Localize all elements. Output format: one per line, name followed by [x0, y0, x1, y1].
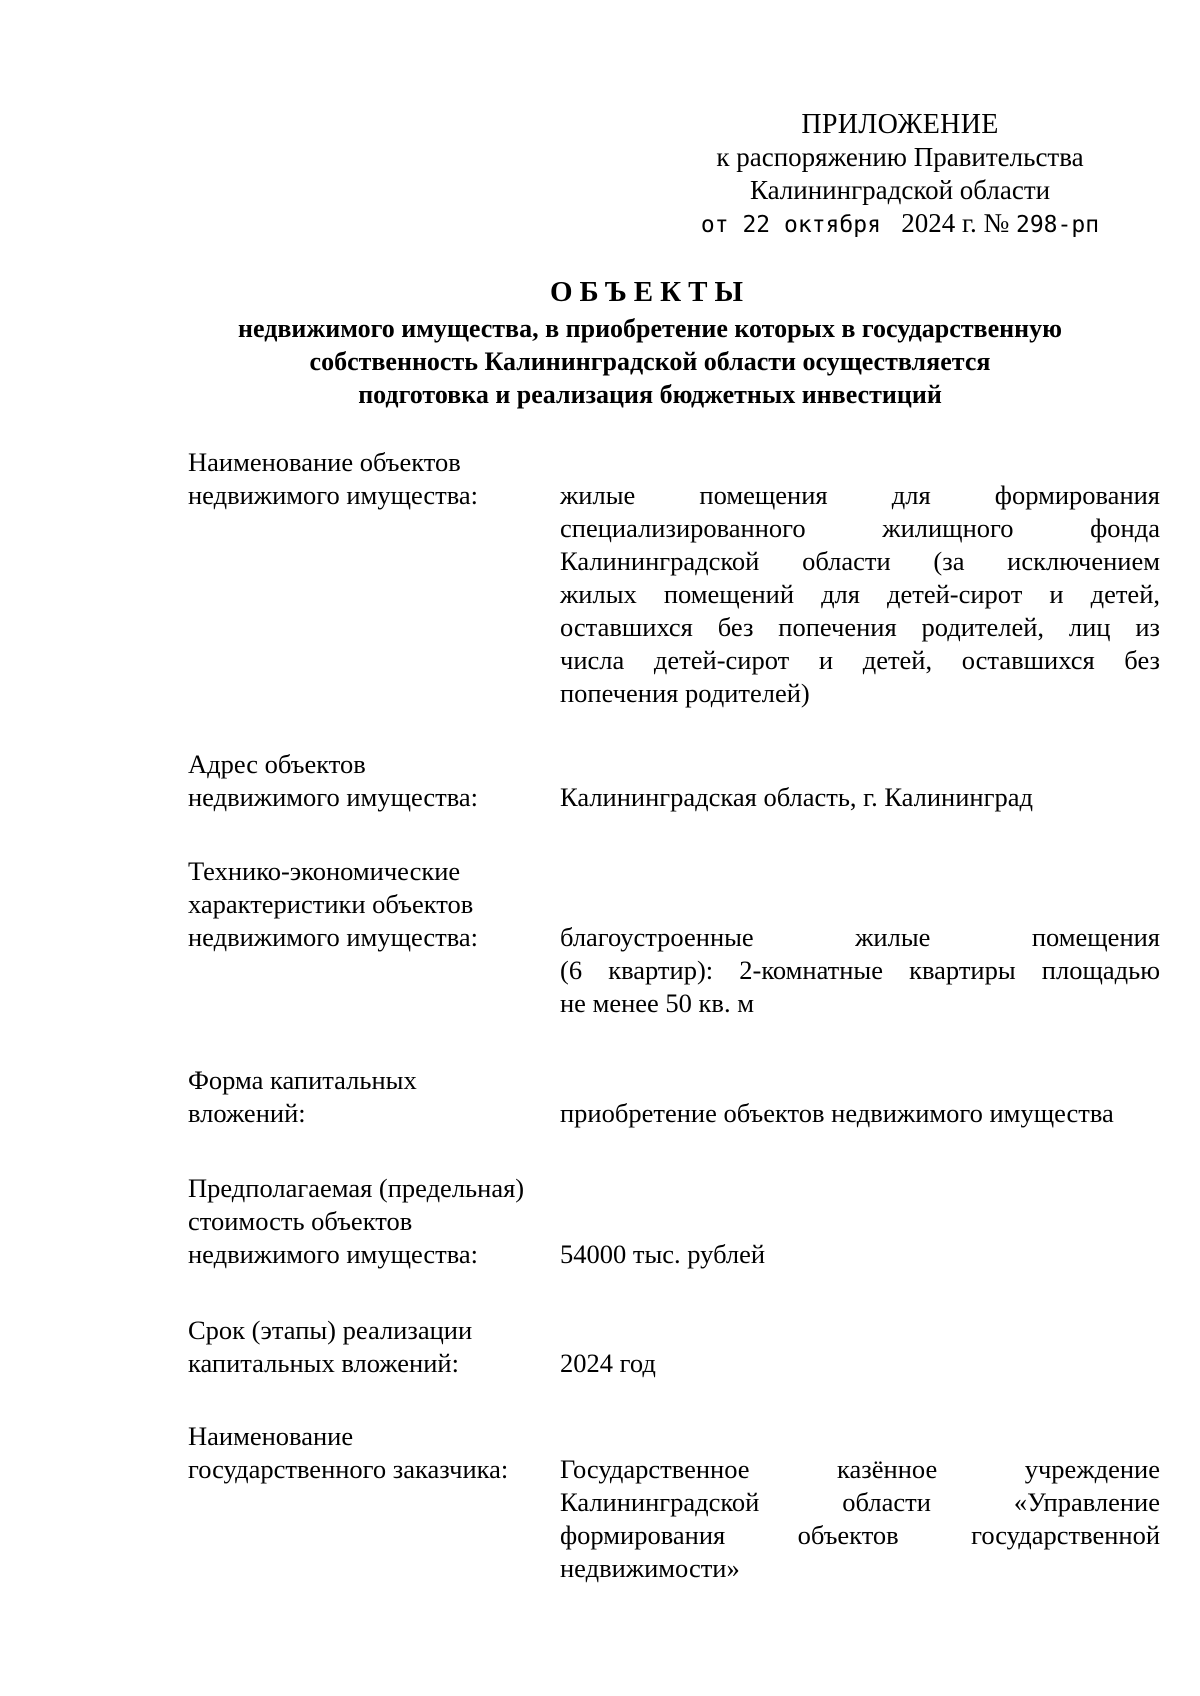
- field-value-line: формирования объектов государственной: [560, 1520, 1160, 1550]
- field-value-line: оставшихся без попечения родителей, лиц из: [560, 612, 1160, 642]
- appendix-date: от 22 октября: [700, 212, 881, 238]
- title-line-1: недвижимого имущества, в приобретение которых в государственную: [238, 314, 1062, 343]
- field-value-line: не менее 50 кв. м: [560, 988, 754, 1018]
- field-value-line: Государственное казённое учреждение: [560, 1454, 1160, 1484]
- field-value-line: попечения родителей): [560, 678, 810, 708]
- field-value-line: 2024 год: [560, 1348, 656, 1378]
- field-value-line: Калининградская область, г. Калининград: [560, 782, 1033, 812]
- field-label-line: недвижимого имущества:: [188, 782, 479, 812]
- field-value-line: 54000 тыс. рублей: [560, 1239, 766, 1269]
- field-label-line: Форма капитальных: [188, 1065, 417, 1095]
- field-label-line: недвижимого имущества:: [188, 922, 479, 952]
- field-label: [188, 446, 568, 512]
- appendix-year: 2024 г. №: [901, 208, 1010, 238]
- field-value: [560, 1097, 1160, 1130]
- field-value: [560, 921, 1160, 1020]
- field-value-line: жилых помещений для детей-сирот и детей,: [560, 579, 1160, 609]
- field-label-line: Адрес объектов: [188, 749, 366, 779]
- field-value-line: приобретение объектов недвижимого имущества: [560, 1098, 1114, 1128]
- title-line-3: подготовка и реализация бюджетных инвестиций: [358, 380, 942, 409]
- field-value-line: Калининградской области (за исключением: [560, 546, 1160, 576]
- field-label-line: недвижимого имущества:: [188, 1239, 479, 1269]
- appendix-date-line: [640, 207, 1160, 242]
- field-value: [560, 1238, 1160, 1271]
- field-value-line: (6 квартир): 2-комнатные квартиры площадью: [560, 955, 1160, 985]
- appendix-number: 298-рп: [1015, 212, 1100, 238]
- field-value: [560, 479, 1160, 710]
- field-value-line: жилые помещения для формирования: [560, 480, 1160, 510]
- appendix-line-1: к распоряжению Правительства: [716, 142, 1084, 172]
- field-label: [188, 1420, 568, 1486]
- field-label-line: Технико-экономические: [188, 856, 461, 886]
- field-value-line: недвижимости»: [560, 1553, 740, 1583]
- field-label-line: государственного заказчика:: [188, 1454, 509, 1484]
- field-value-line: числа детей-сирот и детей, оставшихся без: [560, 645, 1160, 675]
- document-title: [150, 272, 1150, 411]
- appendix-header: [640, 108, 1160, 242]
- field-label-line: Срок (этапы) реализации: [188, 1315, 473, 1345]
- title-line-2: собственность Калининградской области осуществляется: [309, 347, 991, 376]
- field-label: [188, 1064, 568, 1130]
- field-label-line: характеристики объектов: [188, 889, 474, 919]
- field-label-line: Предполагаемая (предельная): [188, 1173, 525, 1203]
- appendix-line-2: Калининградской области: [749, 175, 1051, 205]
- field-label-line: недвижимого имущества:: [188, 480, 479, 510]
- field-label-line: Наименование объектов: [188, 447, 461, 477]
- appendix-heading: ПРИЛОЖЕНИЕ: [801, 109, 999, 140]
- title-main: ОБЪЕКТЫ: [549, 276, 750, 308]
- field-label-line: капитальных вложений:: [188, 1348, 459, 1378]
- field-label-line: вложений:: [188, 1098, 306, 1128]
- field-value: [560, 1453, 1160, 1585]
- field-value: [560, 1347, 1160, 1380]
- field-label-line: стоимость объектов: [188, 1206, 413, 1236]
- field-value-line: специализированного жилищного фонда: [560, 513, 1160, 543]
- field-label: [188, 1172, 568, 1271]
- field-value: [560, 781, 1160, 814]
- field-label-line: Наименование: [188, 1421, 354, 1451]
- field-label: [188, 1314, 568, 1380]
- field-label: [188, 855, 568, 954]
- field-value-line: благоустроенные жилые помещения: [560, 922, 1160, 952]
- field-value-line: Калининградской области «Управление: [560, 1487, 1160, 1517]
- field-label: [188, 748, 568, 814]
